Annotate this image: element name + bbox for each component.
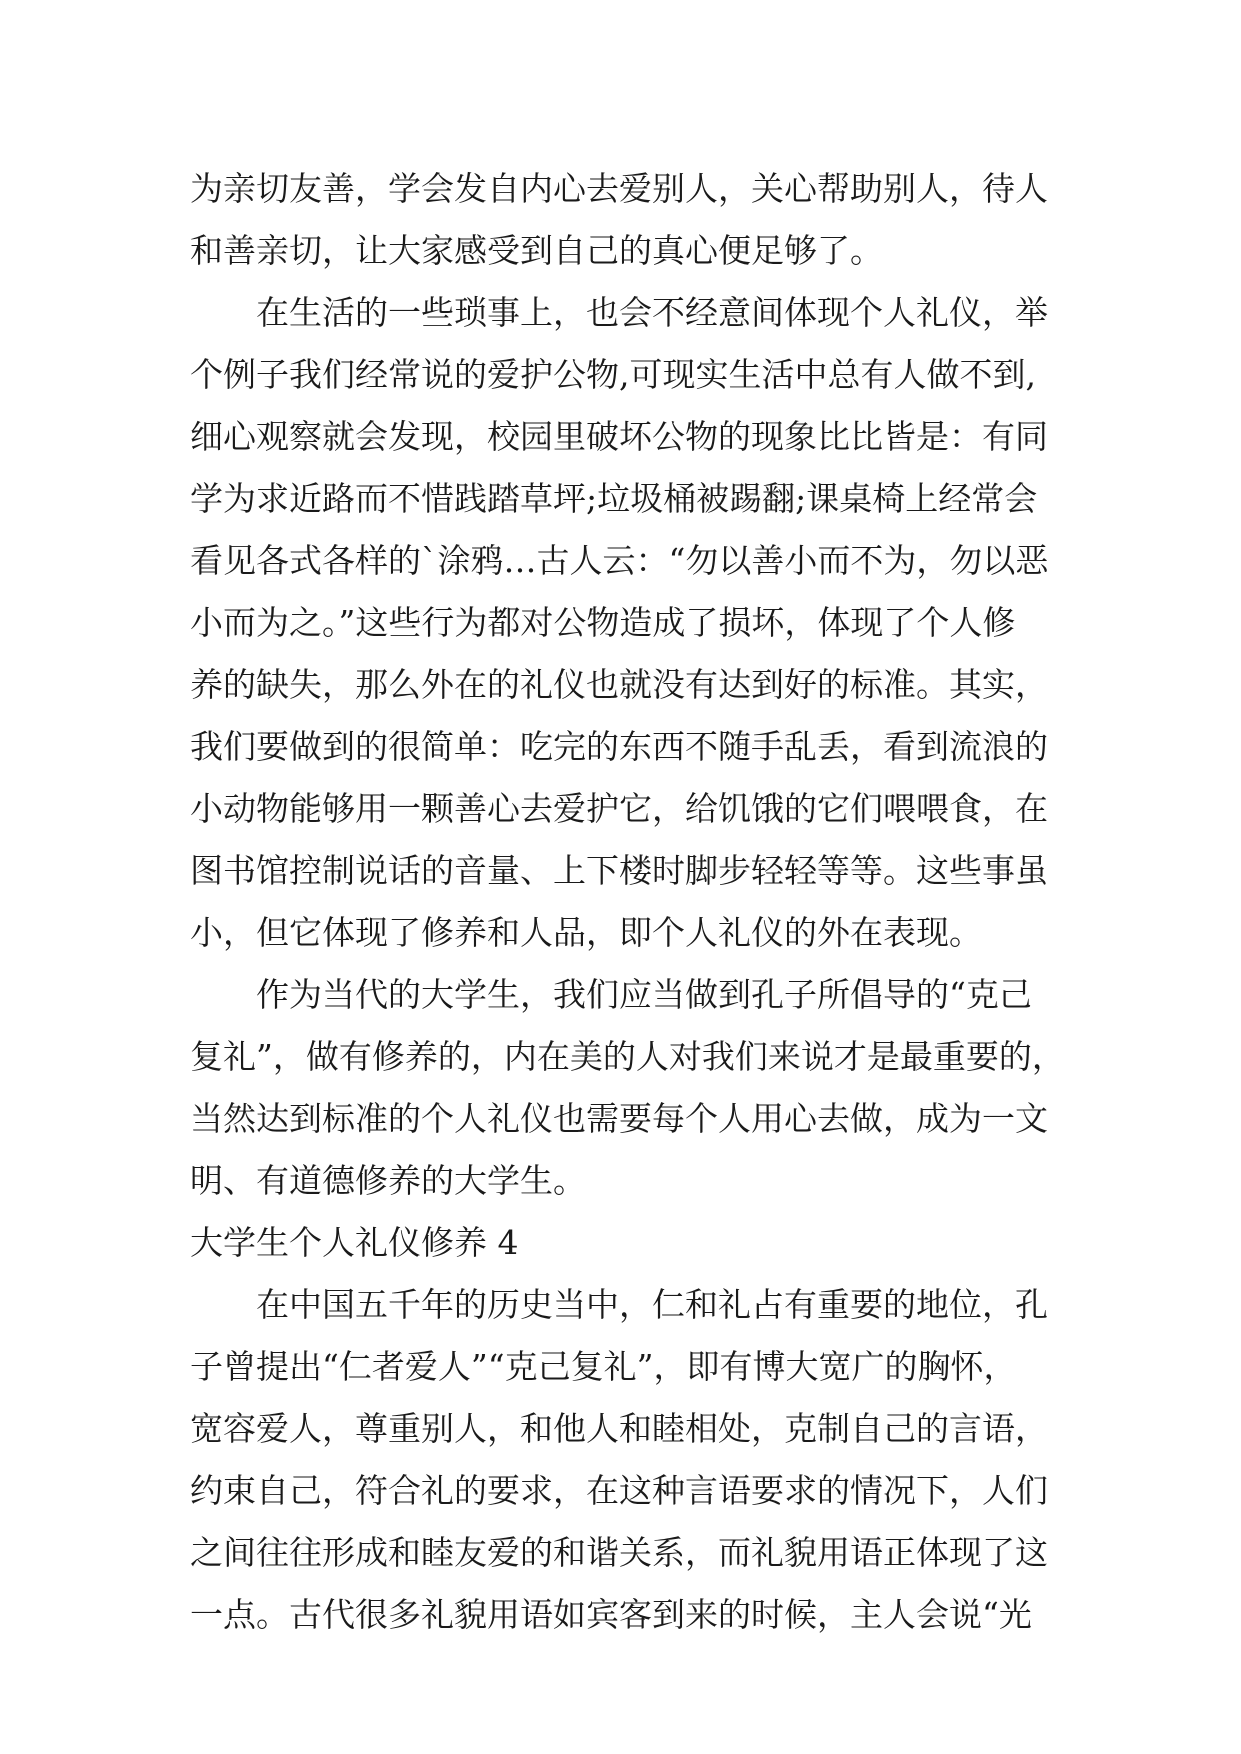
section-heading: 大学生个人礼仪修养 4 [190,1223,519,1262]
text-line: 和善亲切，让大家感受到自己的真心便足够了。 [190,231,883,270]
text-line: 当然达到标准的个人礼仪也需要每个人用心去做，成为一文 [190,1099,1048,1138]
text-line: 小，但它体现了修养和人品，即个人礼仪的外在表现。 [190,913,982,952]
document-body [190,158,1070,1646]
text-line: 图书馆控制说话的音量、上下楼时脚步轻轻等等。这些事虽 [190,851,1048,890]
text-line: 我们要做到的很简单：吃完的东西不随手乱丢，看到流浪的 [190,727,1048,766]
text-line: 宽容爱人，尊重别人，和他人和睦相处，克制自己的言语， [190,1409,1048,1448]
text-line: 学为求近路而不惜践踏草坪;垃圾桶被踢翻;课桌椅上经常会 [190,479,1038,518]
text-line: 之间往往形成和睦友爱的和谐关系，而礼貌用语正体现了这 [190,1533,1048,1572]
text-line: 约束自己，符合礼的要求，在这种言语要求的情况下，人们 [190,1471,1048,1510]
text-line: 小动物能够用一颗善心去爱护它，给饥饿的它们喂喂食，在 [190,789,1048,828]
paragraph-start-line: 在生活的一些琐事上，也会不经意间体现个人礼仪，举 [256,293,1048,332]
text-line: 个例子我们经常说的爱护公物,可现实生活中总有人做不到, [190,355,1036,394]
text-line: 子曾提出“仁者爱人”“克己复礼”，即有博大宽广的胸怀， [190,1347,1017,1386]
text-line: 养的缺失，那么外在的礼仪也就没有达到好的标准。其实， [190,665,1048,704]
text-line: 看见各式各样的`涂鸦…古人云：“勿以善小而不为，勿以恶 [190,541,1049,580]
text-line: 复礼”，做有修养的，内在美的人对我们来说才是最重要的， [190,1037,1065,1076]
paragraph-start-line: 作为当代的大学生，我们应当做到孔子所倡导的“克己 [256,975,1032,1014]
text-line: 细心观察就会发现，校园里破坏公物的现象比比皆是：有同 [190,417,1048,456]
text-line: 小而为之。”这些行为都对公物造成了损坏，体现了个人修 [190,603,1016,642]
paragraph-start-line: 在中国五千年的历史当中，仁和礼占有重要的地位，孔 [256,1285,1048,1324]
text-line: 为亲切友善，学会发自内心去爱别人，关心帮助别人，待人 [190,169,1048,208]
text-line: 明、有道德修养的大学生。 [190,1161,586,1200]
text-line: 一点。古代很多礼貌用语如宾客到来的时候，主人会说“光 [190,1595,1032,1634]
